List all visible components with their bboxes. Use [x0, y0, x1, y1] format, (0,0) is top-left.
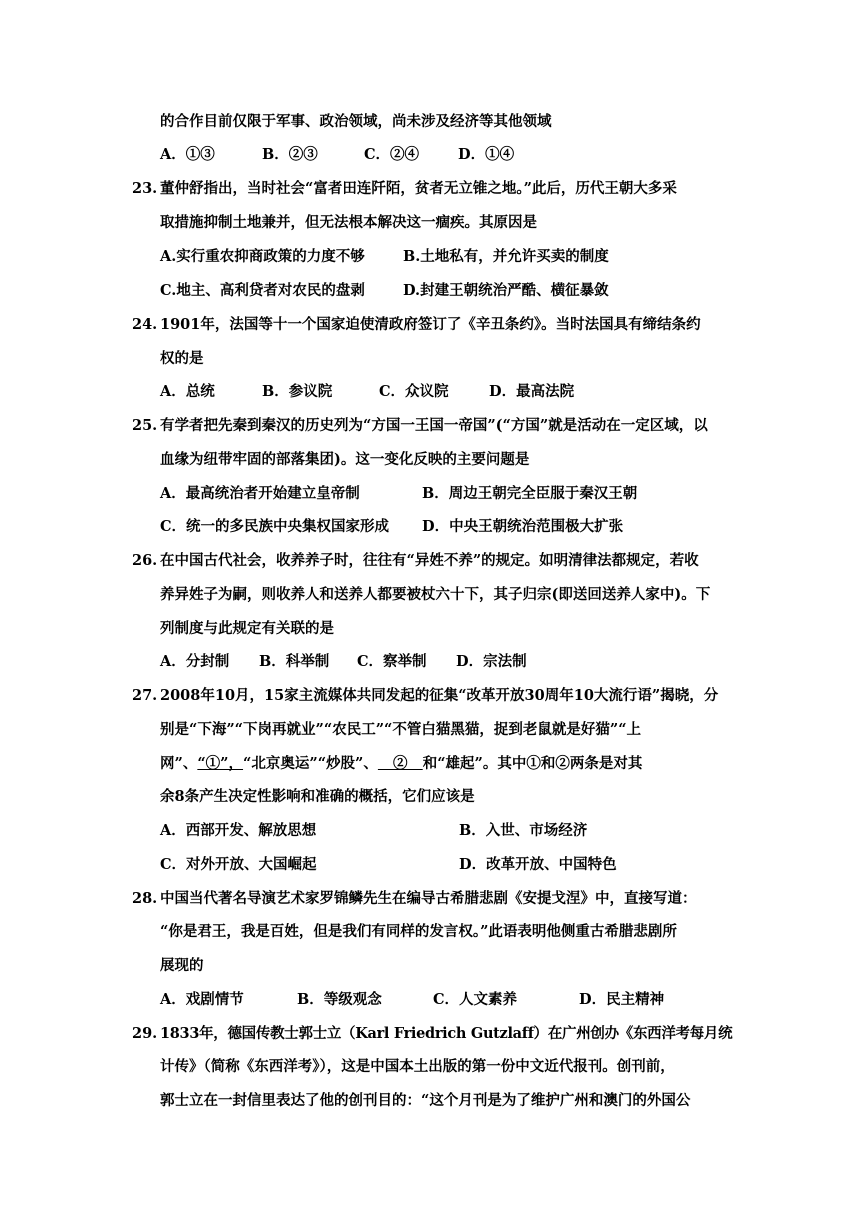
question-23-number: 23.: [132, 180, 158, 197]
question-27-number: 27.: [132, 687, 158, 704]
q22-option-a: A．①③: [160, 146, 215, 163]
q24-option-a: A．总统: [160, 383, 215, 400]
question-24-number: 24.: [132, 316, 158, 333]
q23-option-c: C.地主、高利贷者对农民的盘剥: [160, 282, 365, 299]
question-24-stem-line-1: 1901年，法国等十一个国家迫使清政府签订了《辛丑条约》。当时法国具有缔结条约: [160, 316, 701, 333]
q28-option-c: C．人文素养: [433, 991, 518, 1008]
q24-option-b: B．参议院: [262, 383, 333, 400]
question-24-stem-line-2: 权的是: [160, 350, 204, 367]
q26-option-b: B．科举制: [259, 653, 330, 670]
question-27-stem-line-1: 2008年10月，15家主流媒体共同发起的征集“改革开放30周年10大流行语”揭晓，分: [160, 687, 719, 704]
question-26-number: 26.: [132, 552, 158, 569]
q27-option-c: C．对外开放、大国崛起: [160, 856, 317, 873]
q27-blank-2: ②: [377, 755, 423, 772]
q26-option-d: D．宗法制: [456, 653, 527, 670]
question-28-number: 28.: [132, 890, 158, 907]
q26-option-c: C．察举制: [357, 653, 427, 670]
question-22-continuation: 的合作目前仅限于军事、政治领域，尚未涉及经济等其他领域: [160, 113, 552, 130]
q28-option-d: D．民主精神: [579, 991, 665, 1008]
q25-option-a: A．最高统治者开始建立皇帝制: [160, 485, 360, 502]
question-26-stem-line-1: 在中国古代社会，收养养子时，往往有“异姓不养”的规定。如明清律法都规定，若收: [160, 552, 699, 569]
question-28-stem-line-1: 中国当代著名导演艺术家罗锦鳞先生在编导古希腊悲剧《安提戈涅》中，直接写道：: [160, 890, 697, 907]
question-26-stem-line-3: 列制度与此规定有关联的是: [160, 620, 334, 637]
question-29-number: 29.: [132, 1025, 158, 1042]
question-25-number: 25.: [132, 417, 158, 434]
q28-option-b: B．等级观念: [297, 991, 382, 1008]
q27-line3-part-c: “北京奥运”“炒股”、: [243, 755, 378, 772]
q24-option-d: D．最高法院: [489, 383, 575, 400]
q27-blank-1: “①”，: [197, 755, 244, 772]
question-28-stem-line-2: “你是君王，我是百姓，但是我们有同样的发言权。”此语表明他侧重古希腊悲剧所: [160, 923, 677, 940]
q22-option-c: C．②④: [364, 146, 420, 163]
q23-option-a: A.实行重农抑商政策的力度不够: [160, 248, 365, 265]
question-29-stem-line-3: 郭士立在一封信里表达了他的创刊目的：“这个月刊是为了维护广州和澳门的外国公: [160, 1092, 691, 1109]
question-29-stem-line-1: 1833年，德国传教士郭士立（Karl Friedrich Gutzlaff）在广州创办《东西洋考每月统: [160, 1025, 733, 1042]
question-28-stem-line-3: 展现的: [160, 957, 204, 974]
q24-option-c: C．众议院: [379, 383, 449, 400]
question-29-stem-line-2: 计传》（简称《东西洋考》），这是中国本土出版的第一份中文近代报刊。创刊前，: [160, 1058, 675, 1075]
q23-option-d: D.封建王朝统治严酷、横征暴敛: [403, 282, 609, 299]
question-26-stem-line-2: 养异姓子为嗣，则收养人和送养人都要被杖六十下，其子归宗(即送回送养人家中)。下: [160, 586, 711, 603]
question-23-stem-line-2: 取措施抑制土地兼并，但无法根本解决这一痼疾。其原因是: [160, 214, 537, 231]
q27-option-d: D．改革开放、中国特色: [459, 856, 617, 873]
q26-option-a: A．分封制: [160, 653, 230, 670]
q27-line3-part-e: 和“雄起”。其中①和②两条是对其: [422, 755, 643, 772]
q25-option-c: C．统一的多民族中央集权国家形成: [160, 518, 390, 535]
question-27-stem-line-2: 别是“下海”“下岗再就业”“农民工”“不管白猫黑猫，捉到老鼠就是好猫”“上: [160, 721, 642, 738]
question-23-stem-line-1: 董仲舒指出，当时社会“富者田连阡陌，贫者无立锥之地。”此后，历代王朝大多采: [160, 180, 677, 197]
q23-option-b: B.土地私有，并允许买卖的制度: [403, 248, 609, 265]
question-27-stem-line-3: [160, 754, 642, 774]
q22-option-d: D．①④: [458, 146, 515, 163]
q22-option-b: B．②③: [262, 146, 318, 163]
q27-option-a: A．西部开发、解放思想: [160, 822, 317, 839]
q28-option-a: A．戏剧情节: [160, 991, 244, 1008]
q27-line3-part-a: 网”、: [160, 755, 198, 772]
question-27-stem-line-4: 余8条产生决定性影响和准确的概括，它们应该是: [160, 788, 475, 805]
question-25-stem-line-2: 血缘为纽带牢固的部落集团)。这一变化反映的主要问题是: [160, 451, 530, 468]
q27-option-b: B．入世、市场经济: [459, 822, 588, 839]
question-25-stem-line-1: 有学者把先秦到秦汉的历史列为“方国一王国一帝国”(“方国”就是活动在一定区域，以: [160, 417, 708, 434]
q25-option-d: D．中央王朝统治范围极大扩张: [422, 518, 624, 535]
q25-option-b: B．周边王朝完全臣服于秦汉王朝: [422, 485, 638, 502]
